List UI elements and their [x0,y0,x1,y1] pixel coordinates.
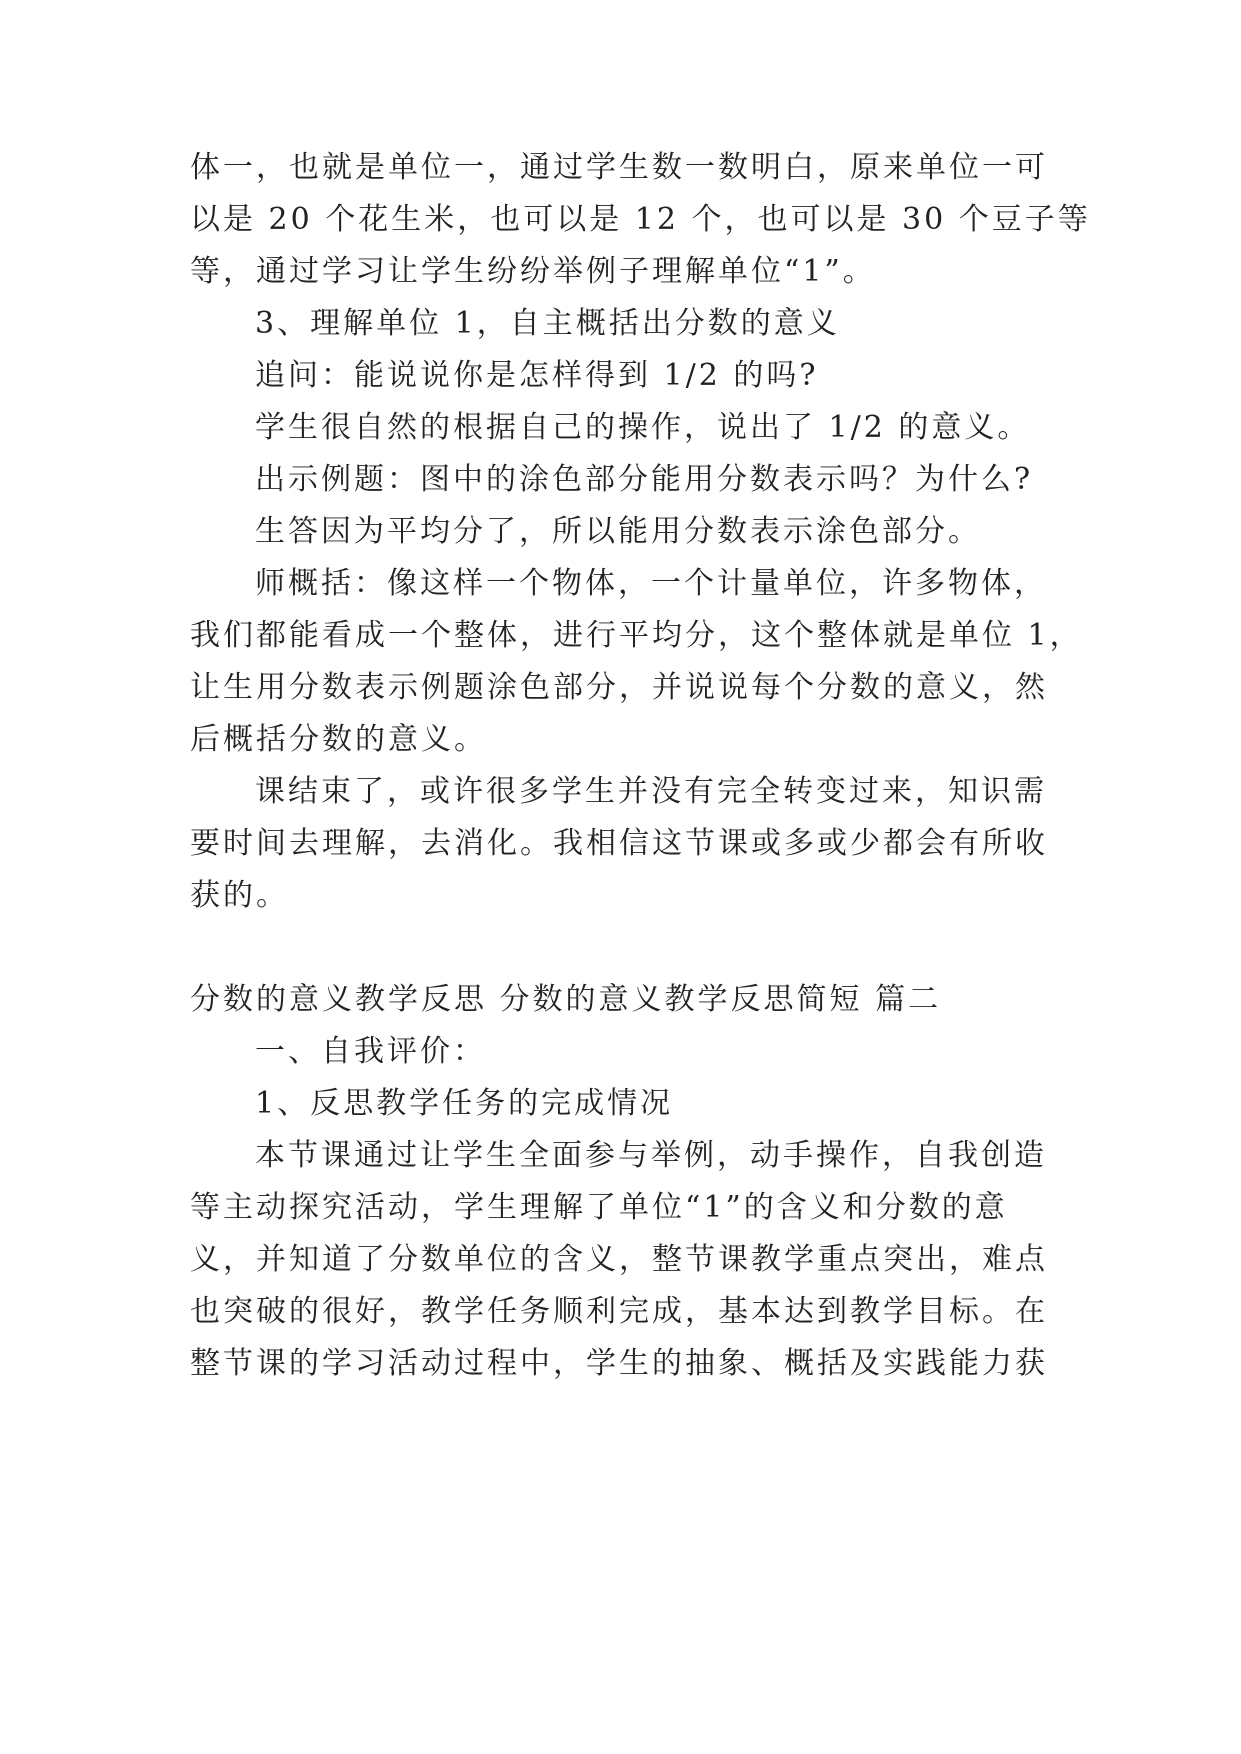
text-line: 生答因为平均分了，所以能用分数表示涂色部分。 [255,514,981,549]
text-line: 3、理解单位 1，自主概括出分数的意义 [255,306,840,341]
text-line: 学生很自然的根据自己的操作，说出了 1/2 的意义。 [255,410,1031,445]
text-line: 后概括分数的意义。 [190,722,487,757]
text-line: 我们都能看成一个整体，进行平均分，这个整体就是单位 1， [190,618,1083,653]
text-line: 1、反思教学任务的完成情况 [255,1086,674,1121]
text-line: 本节课通过让学生全面参与举例，动手操作，自我创造 [255,1138,1047,1173]
text-line: 等主动探究活动，学生理解了单位“1”的含义和分数的意 [190,1190,1008,1225]
text-line: 出示例题：图中的涂色部分能用分数表示吗？为什么? [255,462,1034,497]
text-line: 一、自我评价： [255,1034,486,1069]
text-line: 让生用分数表示例题涂色部分，并说说每个分数的意义，然 [190,670,1048,705]
text-line: 也突破的很好，教学任务顺利完成，基本达到教学目标。在 [190,1294,1048,1329]
text-line: 课结束了，或许很多学生并没有完全转变过来，知识需 [255,774,1047,809]
text-line: 整节课的学习活动过程中，学生的抽象、概括及实践能力获 [190,1346,1048,1381]
text-line: 等，通过学习让学生纷纷举例子理解单位“1”。 [190,254,876,289]
text-line: 师概括：像这样一个物体，一个计量单位，许多物体， [255,566,1047,601]
text-line: 义，并知道了分数单位的含义，整节课教学重点突出，难点 [190,1242,1048,1277]
text-line: 要时间去理解，去消化。我相信这节课或多或少都会有所收 [190,826,1048,861]
text-line: 追问：能说说你是怎样得到 1/2 的吗? [255,358,819,393]
text-line: 体一，也就是单位一，通过学生数一数明白，原来单位一可 [190,150,1048,185]
text-line: 以是 20 个花生米，也可以是 12 个，也可以是 30 个豆子等 [190,202,1091,237]
section-heading: 分数的意义教学反思 分数的意义教学反思简短 篇二 [190,982,942,1017]
text-line: 获的。 [190,878,289,913]
